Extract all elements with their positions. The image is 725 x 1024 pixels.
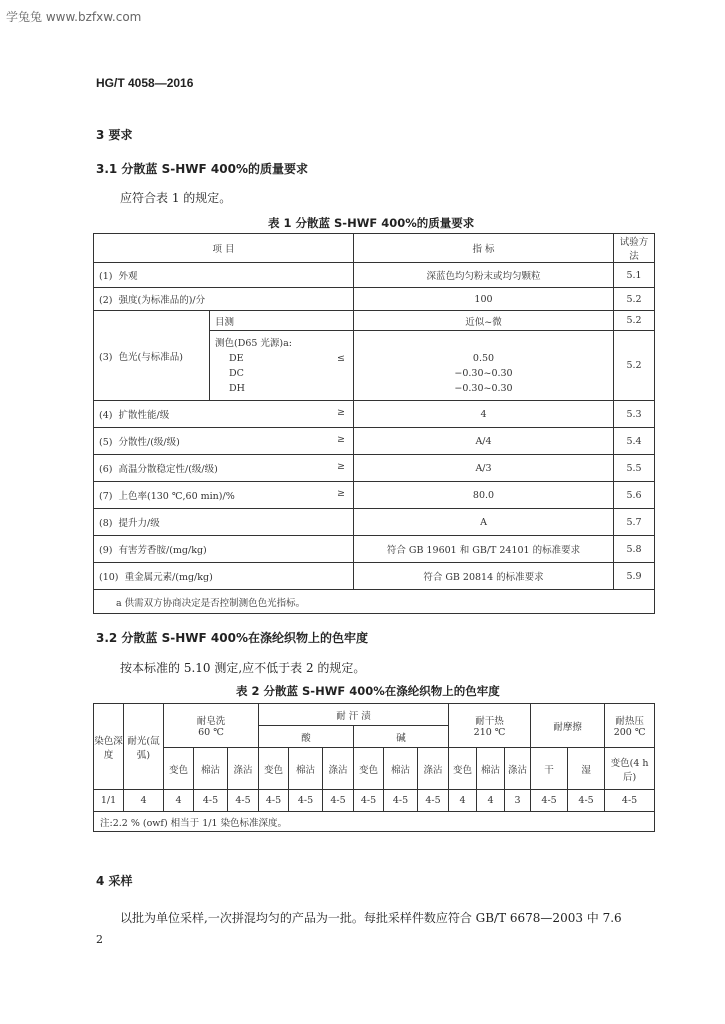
section-3-1-heading: 3.1 分散蓝 S-HWF 400%的质量要求 bbox=[96, 162, 308, 176]
shade-visual-method: 5.2 bbox=[614, 311, 655, 331]
table-1-caption: 表 1 分散蓝 S-HWF 400%的质量要求 bbox=[268, 216, 475, 230]
table-row bbox=[94, 455, 655, 482]
header-index: 指 标 bbox=[354, 234, 614, 263]
standard-number: HG/T 4058—2016 bbox=[96, 76, 194, 90]
header-acid: 酸 bbox=[259, 726, 354, 748]
header-light: 耐光(氙弧) bbox=[124, 704, 164, 790]
section-4-heading: 4 采样 bbox=[96, 874, 133, 888]
shade-measure-method: 5.2 bbox=[614, 331, 655, 401]
table-2-note: 注:2.2 % (owf) 相当于 1/1 染色标准深度。 bbox=[94, 812, 655, 832]
quality-requirements-table bbox=[93, 233, 655, 614]
table-row-shade-visual bbox=[94, 311, 655, 331]
row-value: 深蓝色均匀粉末或均匀颗粒 bbox=[354, 263, 614, 288]
color-fastness-table bbox=[93, 703, 655, 832]
table-row bbox=[94, 563, 655, 590]
row-value: A bbox=[354, 509, 614, 536]
row-item: (6) 高温分散稳定性/(级/级) ≥ bbox=[94, 455, 354, 482]
table-2-values-row: 1/1 4 4 4-5 4-5 4-5 4-5 4-5 4-5 4-5 4-5 4 4 3 4-5 4-5 4-5 bbox=[94, 790, 655, 812]
shade-measure-values: 0.50 −0.30~0.30 −0.30~0.30 bbox=[354, 331, 614, 401]
row-item: (2) 强度(为标准品的)/分 bbox=[94, 288, 354, 311]
table-row bbox=[94, 401, 655, 428]
row-item: (10) 重金属元素/(mg/kg) bbox=[94, 563, 354, 590]
table-2-caption: 表 2 分散蓝 S-HWF 400%在涤纶织物上的色牢度 bbox=[236, 684, 500, 698]
row-value: 符合 GB 19601 和 GB/T 24101 的标准要求 bbox=[354, 536, 614, 563]
row-value: 100 bbox=[354, 288, 614, 311]
table-row bbox=[94, 482, 655, 509]
header-dry-heat: 耐干热 210 ℃ bbox=[449, 704, 531, 748]
table-1-footnote: a 供需双方协商决定是否控制测色色光指标。 bbox=[94, 590, 655, 614]
section-3-2-heading: 3.2 分散蓝 S-HWF 400%在涤纶织物上的色牢度 bbox=[96, 631, 368, 645]
row-item: (8) 提升力/级 bbox=[94, 509, 354, 536]
row-method: 5.5 bbox=[614, 455, 655, 482]
table-2-header-row-3: 变色 棉沾 涤沾 变色 棉沾 涤沾 变色 棉沾 涤沾 变色 棉沾 涤沾 干 湿 变色(4 h 后) bbox=[94, 748, 655, 790]
header-rubbing: 耐摩擦 bbox=[531, 704, 605, 748]
row-value: 80.0 bbox=[354, 482, 614, 509]
watermark: 学兔兔 www.bzfxw.com bbox=[6, 10, 142, 24]
section-3-1-text: 应符合表 1 的规定。 bbox=[120, 191, 232, 205]
row-method: 5.3 bbox=[614, 401, 655, 428]
table-row bbox=[94, 288, 655, 311]
header-alkali: 碱 bbox=[354, 726, 449, 748]
shade-visual-value: 近似~微 bbox=[354, 311, 614, 331]
header-item: 项 目 bbox=[94, 234, 354, 263]
row-item: (1) 外观 bbox=[94, 263, 354, 288]
shade-measure-label: 测色(D65 光源)a: DE ≤ DC DH bbox=[210, 331, 354, 401]
row-method: 5.2 bbox=[614, 288, 655, 311]
row-item: (5) 分散性/(级/级) ≥ bbox=[94, 428, 354, 455]
table-1-footnote-row bbox=[94, 590, 655, 614]
row-item: (9) 有害芳香胺/(mg/kg) bbox=[94, 536, 354, 563]
header-sweat: 耐 汗 渍 bbox=[259, 704, 449, 726]
section-3-2-text: 按本标准的 5.10 测定,应不低于表 2 的规定。 bbox=[120, 661, 366, 675]
row-method: 5.9 bbox=[614, 563, 655, 590]
table-row bbox=[94, 263, 655, 288]
page-number: 2 bbox=[96, 933, 103, 946]
table-2-header-row-1 bbox=[94, 704, 655, 726]
header-sublimation: 耐热压 200 ℃ bbox=[605, 704, 655, 748]
row-value: 符合 GB 20814 的标准要求 bbox=[354, 563, 614, 590]
table-row bbox=[94, 536, 655, 563]
header-wash: 耐皂洗 60 ℃ bbox=[164, 704, 259, 748]
row-item: (4) 扩散性能/级 ≥ bbox=[94, 401, 354, 428]
section-4-text: 以批为单位采样,一次拼混均匀的产品为一批。每批采样件数应符合 GB/T 6678—2003 中 7.6 bbox=[120, 911, 622, 925]
row-value: A/4 bbox=[354, 428, 614, 455]
row-method: 5.1 bbox=[614, 263, 655, 288]
section-3-heading: 3 要求 bbox=[96, 128, 133, 142]
row-item: (7) 上色率(130 ℃,60 min)/% ≥ bbox=[94, 482, 354, 509]
header-dye-depth: 染色深度 bbox=[94, 704, 124, 790]
header-method: 试验方法 bbox=[614, 234, 655, 263]
row-method: 5.4 bbox=[614, 428, 655, 455]
shade-visual-label: 目测 bbox=[210, 311, 354, 331]
shade-item: (3) 色光(与标准品) bbox=[94, 311, 210, 401]
table-2-note-row bbox=[94, 812, 655, 832]
row-method: 5.8 bbox=[614, 536, 655, 563]
table-1-header-row bbox=[94, 234, 655, 263]
row-value: A/3 bbox=[354, 455, 614, 482]
less-equal-symbol: ≤ bbox=[337, 352, 345, 364]
table-row bbox=[94, 428, 655, 455]
row-method: 5.6 bbox=[614, 482, 655, 509]
row-method: 5.7 bbox=[614, 509, 655, 536]
row-value: 4 bbox=[354, 401, 614, 428]
table-row bbox=[94, 509, 655, 536]
